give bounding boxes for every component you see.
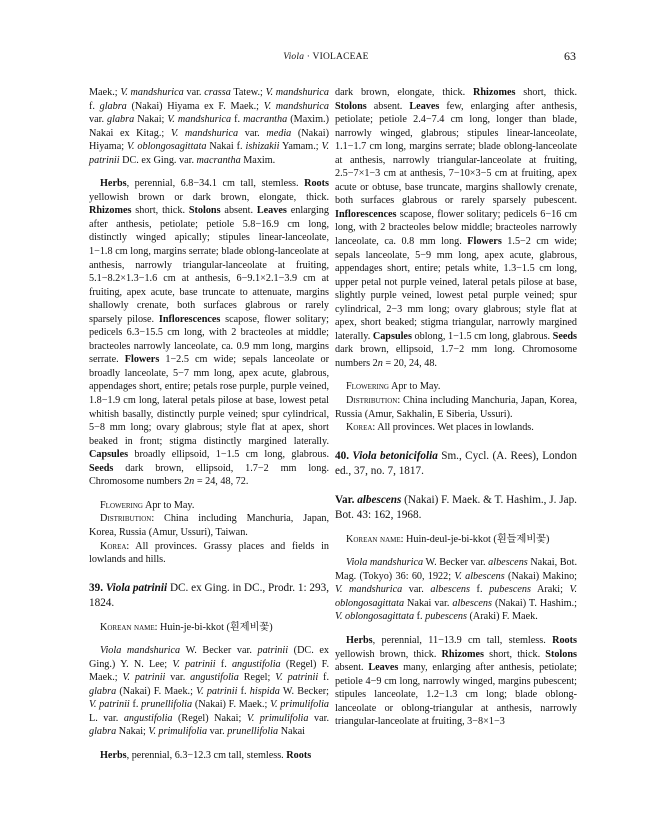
text-run: (Maxim.) Nakai ex Kitag.; [89,114,329,139]
text-run: Yamam.; [279,141,322,153]
italic-term: n [377,357,383,369]
italic-term: macrantha [196,154,241,166]
text-run: (Nakai) T. Hashim.; [491,597,577,609]
distribution-text: : China including Manchuria, Japan, Korea, Russia (Amur, Ussuri), Taiwan. [89,513,329,538]
bold-term: Herbs [346,634,373,646]
text-run: Nakai; [116,726,149,738]
text-run: var. [183,87,205,98]
species-heading [89,581,329,611]
distribution-line [89,512,329,539]
bold-term: Roots [552,634,577,646]
bold-term: Herbs [100,178,127,190]
bold-term: Viola betonicifolia [352,449,438,462]
italic-term: V. oblongosagittata [335,584,578,609]
italic-term: glabra [99,100,127,112]
italic-term: V. mandshurica [120,87,184,98]
bold-term: 40. [335,449,353,462]
bold-term: 39. [89,581,106,594]
italic-term: angustifolia [123,712,173,724]
italic-term: macrantha [243,114,288,126]
korea-text: : All provinces. Grassy places and fields in lowlands and hills. [89,540,329,566]
text-run: , perennial, 6.3−12.3 cm tall, stemless. [126,749,287,761]
text-run: f. [414,611,426,623]
text-run: Tatew.; [230,87,266,98]
korean-name-line [89,621,329,635]
text-run: absent. [335,662,369,674]
bold-term: Rhizomes [89,205,132,217]
text-run: scapose, flower solitary; pedicels 6−16 cm long, with 2 bracteoles below middle; bracteoles narrowly lanceolate, ca. 0.8 mm long. [335,208,577,248]
italic-term: V. mandshurica [335,584,403,596]
text-run: many, enlarging after anthesis, petiolate; petiole 4−9 cm long, narrowly winged, margins pubescent; stipules lanceolate, 1.2−1.3 cm long; blade oblong-lanceolate or oblong-triangular at anthesis, narrowly triangular-lanceolate at fruiting, 3−8×1−3 [335,662,577,728]
italic-term: V. mandshurica [265,87,329,98]
text-run: Araki; [530,584,570,596]
distribution-line [335,394,577,421]
text-run: yellowish brown or dark brown, elongate, thick. [89,191,329,203]
bold-term: Seeds [89,462,114,474]
text-run: f. [237,685,250,697]
flowering-label: Flowering [100,499,143,511]
text-run: var. [89,114,108,126]
italic-term: crassa [204,87,231,98]
right-column [335,86,577,729]
italic-term: glabra [89,685,117,697]
text-run: f. [215,658,232,670]
text-run: yellowish brown, thick. [335,648,442,660]
text-run: enlarging after anthesis, petiolate; petiole 5.8−16.9 cm long, distinctly winged apically; stipules linear-lanceolate, 1−1.8 cm long, margins serrate; blade oblong-lanceolate at anthesis, narrowly triangular-lanceolate at fruiting, 5.1−8.2×1.3−1.6 cm at anthesis, 6−9.1×2.1−3.9 cm at fruiting, apex acute, base truncate to attenuate, margins shallowly crenate, both surfaces glabrous or rarely sparsely pilose. [89,205,329,325]
text-run: few, enlarging after anthesis, petiolate; petiole 2.4−7.4 cm long, longer than blade, narrowly winged, glabrous; stipules linear-lanceolate, 1.1−1.7 cm long, margins serrate; blade oblong-lanceolate at anthesis, narrowly triangular-lanceolate at fruiting, 2.5−7×1−3 cm at anthesis, 7−10×3−5 cm at fruiting, apex acute or obtuse, base truncate, margins shallowly crenate, both surfaces glabrous or rarely sparsely pubescent. [335,100,577,207]
text-run: 1−2.5 cm wide; sepals lanceolate or broadly lanceolate, 5−7 mm long, apex acute, glabrous, appendages short, entire; petals rose purple, purple veined, 1.8−1.9 cm long, lateral petals pilose at base, lowest petal whitish basally, distinctly purple veined; spur cylindrical, 5−8 mm long; ovary glabrous; style flat at apex, short beaked in front; stigma distinctly margined laterally. [89,354,329,447]
text-run: broadly ellipsoid, 1−1.5 cm long, glabrous. [128,449,329,461]
flowering-line [335,380,577,394]
text-run: Maek.; [89,87,121,98]
text-run: short, thick. [484,648,546,660]
text-run: f. [231,114,244,126]
running-head [0,52,652,62]
text-run: DC. ex Ging. in DC., Prodr. 1: 293, 1824. [89,581,329,609]
text-run: Nakai, Bot. Mag. (Tokyo) 36: 60, 1922; [335,557,578,582]
text-run: Nakai; [134,114,168,126]
italic-term: angustifolia [231,658,281,670]
bold-term: Roots [304,178,329,190]
text-run: scapose, flower solitary; pedicels 6.3−15.5 cm long, with 2 bracteoles at middle; bracteoles narrowly lanceolate, ca. 0.9 mm long, margins serrate. [89,313,329,366]
text-run: (Nakai) Hiyama; [89,127,329,153]
italic-term: V. albescens [454,570,505,582]
korean-name-text: : Huin-je-bi-kkot (흰제비꽃) [154,621,273,633]
flowering-label: Flowering [346,381,389,393]
italic-term: Viola mandshurica [100,645,181,657]
text-run: (Nakai) Hiyama ex F. Maek.; [126,100,264,112]
italic-term: media [266,127,292,139]
bold-term: Rhizomes [441,648,484,660]
text-run: var. [308,712,330,724]
text-run: Nakai [278,726,306,738]
page-number: 63 [564,49,576,63]
text-run: W. Becker var. [180,645,258,657]
text-run: , perennial, 11−13.9 cm tall, stemless. [372,634,553,646]
text-run: (Nakai) Makino; [504,570,577,582]
italic-term: albescens [452,597,492,609]
text-run: W. Becker; [279,685,329,697]
text-run: dark brown, ellipsoid, 1.7−2 mm long. Chromosome numbers 2 [335,344,577,369]
italic-term: glabra [107,114,135,126]
text-run: , perennial, 6.8−34.1 cm tall, stemless. [126,178,305,190]
text-run: = 24, 48, 72. [194,476,249,488]
korean-name-line [335,533,577,547]
text-run: absent. [366,100,410,112]
text-run: Nakai var. [404,597,453,609]
text-run: f. [129,699,142,711]
italic-term: V. patrinii [172,658,216,670]
description-paragraph [335,86,577,370]
italic-term: V. primulifolia [246,712,309,724]
bold-term: Seeds [552,330,577,342]
korea-text: : All provinces. Wet places in lowlands. [372,422,534,434]
text-run: f. [318,672,329,684]
italic-term: V. patrinii [196,685,238,697]
bold-term: Flowers [467,236,502,248]
italic-term: albescens [488,557,528,569]
italic-term: V. patrinii [89,141,329,166]
text-run: dark brown, ellipsoid, 1.7−2 mm long. Chromosome numbers 2 [89,462,329,488]
text-run: absent. [220,205,257,217]
italic-term: V. primulifolia [270,699,329,711]
description-paragraph [335,634,577,729]
korea-line [89,540,329,567]
text-run: f. [89,100,100,112]
italic-term: patrinii [257,645,289,657]
text-run: (Nakai) F. Maek.; [192,699,271,711]
bold-term: Leaves [256,205,287,217]
bold-term: Leaves [409,100,440,112]
text-run: var. [238,127,267,139]
bold-term: Herbs [100,749,127,761]
text-run: Regel; [238,672,276,684]
text-run: short, thick. [515,87,577,98]
korean-name-text: : Huin-deul-je-bi-kkot (흰들제비꽃) [400,533,550,545]
distribution-label: Distribution [346,395,398,407]
running-head-genus: Viola [283,52,305,62]
text-run: (Nakai) F. Maek.; [116,685,197,697]
italic-term: V. mandshurica [263,100,330,112]
text-run: var. [402,584,431,596]
italic-term: V. patrinii [275,672,319,684]
synonymy-paragraph [89,644,329,739]
italic-term: hispida [249,685,280,697]
italic-term: V. oblongosagittata [127,141,207,153]
italic-term: V. primulifolia [148,726,208,738]
bold-term: Stolons [188,205,221,217]
italic-term: n [189,476,195,488]
text-run: = 20, 24, 48. [382,357,437,369]
text-run: var. [207,726,228,738]
text-run: DC. ex Ging. var. [119,154,197,166]
italic-term: Viola mandshurica [346,557,424,569]
distribution-text: : China including Manchuria, Japan, Korea, Russia (Amur, Sakhalin, E Siberia, Ussuri). [335,395,577,420]
korean-name-label: Korean name [346,533,401,545]
italic-term: prunellifolia [141,699,193,711]
text-run: 1.5−2 cm wide; sepals lanceolate, 5−9 mm long, apex acute, glabrous, appendages short, entire; petals white, 1.3−1.5 cm long, upper petal not purple veined, lateral petals pilose at base, slightly purple veined, lowest petal purple veined; spur cylindrical, 2−3 mm long; ovary glabrous; style flat at apex, short beaked; stigma triangular, narrowly margined laterally. [335,236,577,342]
distribution-label: Distribution [100,513,152,525]
korea-label: Korea [346,422,373,434]
text-run: var. [165,672,191,684]
synonymy-paragraph [89,86,329,167]
description-paragraph [89,749,329,763]
text-run: W. Becker var. [423,557,489,569]
flowering-text: Apr to May. [389,381,441,393]
text-run: (Regel) Nakai; [172,712,247,724]
bold-term: Leaves [368,662,399,674]
italic-term: V. patrinii [122,672,166,684]
text-run: (DC. ex Ging.) Y. N. Lee; [89,645,329,670]
text-run: Nakai f. [206,141,246,153]
text-run: Sm., Cycl. (A. Rees), London ed., 37, no. 7, 1817. [335,449,577,477]
italic-term: pubescens [425,611,467,623]
korea-label: Korea [100,540,127,552]
bold-term: Viola patrinii [105,581,168,594]
text-run: L. var. [89,712,124,724]
bold-term: Stolons [335,100,367,112]
bold-term: Inflorescences [158,313,221,325]
bold-term: Var. [335,493,358,506]
text-run: (Araki) F. Maek. [466,611,538,623]
species-heading [335,449,577,479]
italic-term: glabra [89,726,117,738]
text-run: oblong, 1−1.5 cm long, glabrous. [411,330,553,342]
description-paragraph [89,177,329,489]
running-head-family: VIOLACEAE [312,52,369,62]
italic-term: prunellifolia [227,726,279,738]
text-run: f. [469,584,490,596]
italic-term: V. mandshurica [167,114,232,126]
text-run: Maxim. [240,154,276,166]
bold-term: Roots [286,749,312,761]
italic-term: V. patrinii [89,699,130,711]
korea-line [335,421,577,435]
text-run: (Nakai) F. Maek. & T. Hashim., J. Jap. Bot. 43: 162, 1968. [335,493,577,521]
bold-term: Flowers [124,354,160,366]
bold-term: Inflorescences [335,208,397,220]
text-run: short, thick. [131,205,189,217]
bold-term: Capsules [89,449,129,461]
bold-term: Capsules [372,330,412,342]
running-head-separator: · [304,52,313,62]
italic-term: angustifolia [190,672,239,684]
italic-term: albescens [430,584,470,596]
korean-name-label: Korean name [100,621,155,633]
synonymy-paragraph [335,556,577,624]
italic-term: ishizakii [245,141,280,153]
bold-term: albescens [357,493,402,506]
variety-heading [335,493,577,523]
bold-term: Stolons [545,648,577,660]
flowering-text: Apr to May. [143,499,195,511]
italic-term: pubescens [489,584,531,596]
italic-term: V. oblongosagittata [335,611,415,623]
flowering-line [89,499,329,513]
italic-term: V. mandshurica [170,127,239,139]
bold-term: Rhizomes [473,87,516,98]
text-run: (Regel) F. Maek.; [89,658,329,684]
left-column [89,86,329,763]
text-run: dark brown, elongate, thick. [335,87,474,98]
